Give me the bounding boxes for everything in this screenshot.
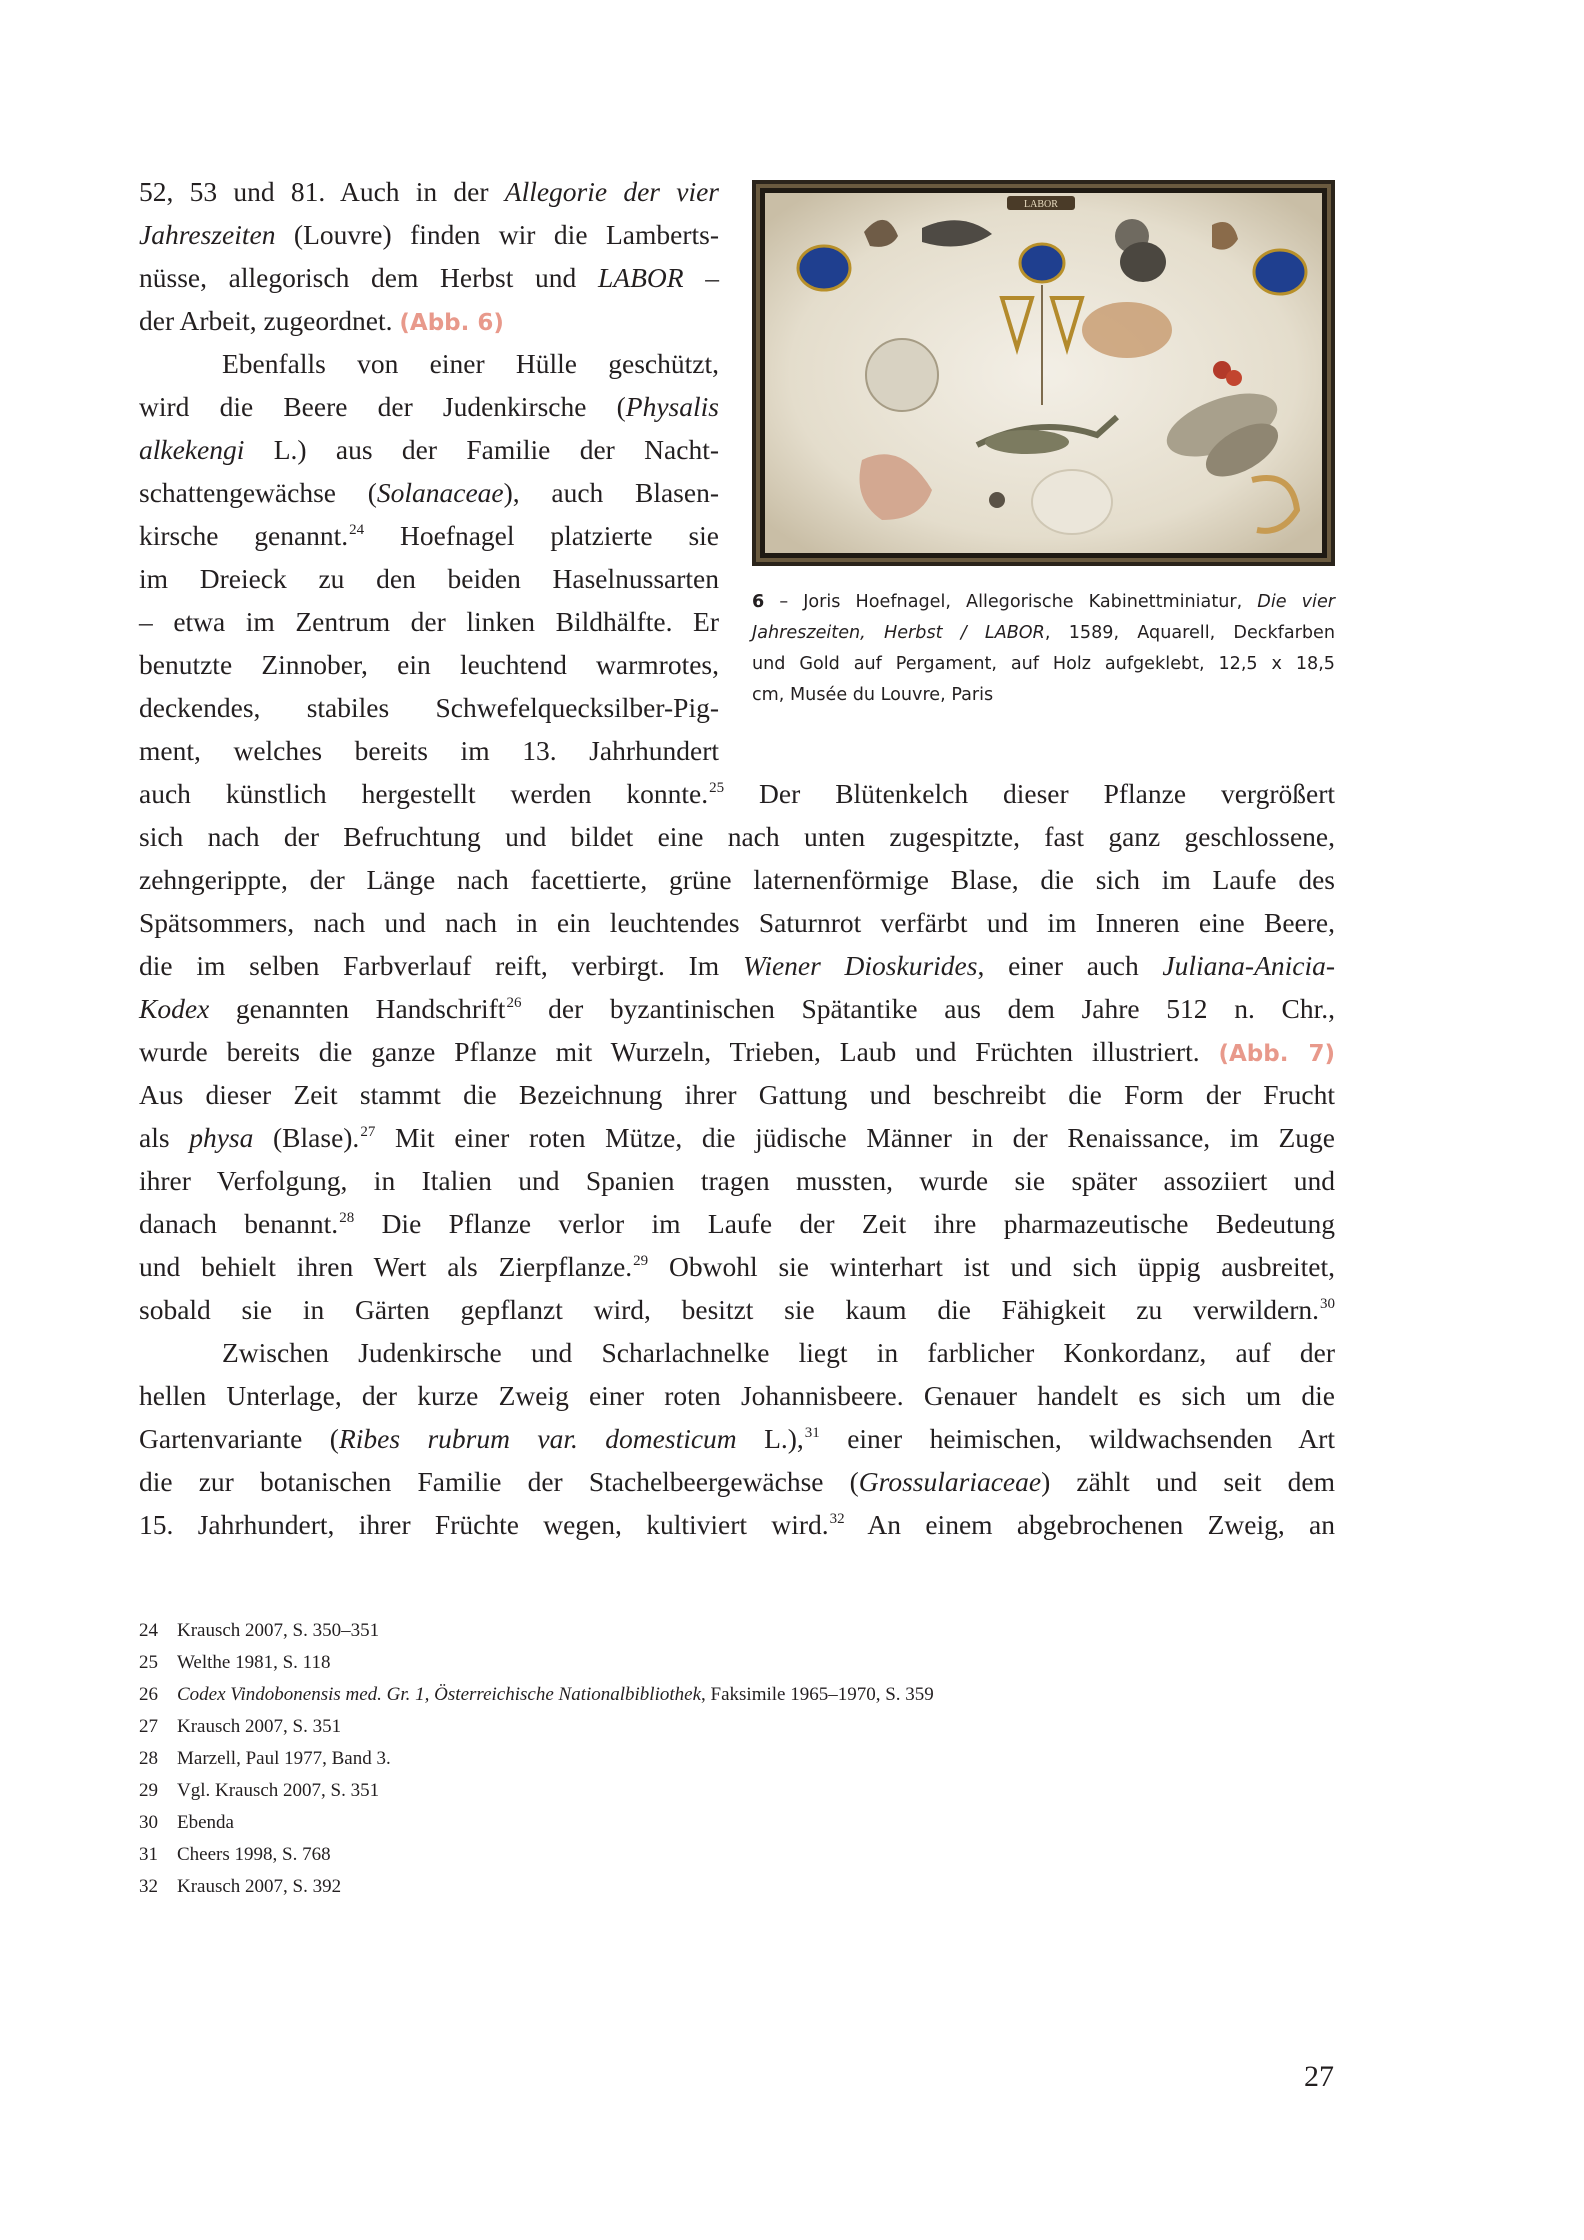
footnote: 30 Ebenda: [139, 1812, 234, 1833]
text-line: ihrer Verfolgung, in Italien und Spanien tragen mussten, wurde sie später assoziiert und: [139, 1165, 1335, 1196]
text-line: – etwa im Zentrum der linken Bildhälfte. Er: [139, 606, 719, 637]
text-line: sobald sie in Gärten gepflanzt wird, besitzt sie kaum die Fähigkeit zu verwildern.$^{30}$: [139, 1294, 1335, 1325]
text-line: Zwischen Judenkirsche und Scharlachnelke liegt in farblicher Konkordanz, auf der: [222, 1337, 1335, 1368]
footnote: 31 Cheers 1998, S. 768: [139, 1844, 331, 1865]
footnote: 25 Welthe 1981, S. 118: [139, 1652, 331, 1673]
caption-line: 6 – Joris Hoefnagel, Allegorische Kabinettminiatur, Die vier: [752, 592, 1336, 612]
text-line: Gartenvariante (Ribes rubrum var. domesticum L.),$^{31}$ einer heimischen, wildwachsenden Art: [139, 1423, 1335, 1454]
text-line: benutzte Zinnober, ein leuchtend warmrotes,: [139, 649, 719, 680]
text-line: der Arbeit, zugeordnet. (Abb. 6): [139, 305, 504, 336]
footnote-marker[interactable]: 31: [804, 1425, 820, 1441]
text-line: ment, welches bereits im 13. Jahrhundert: [139, 735, 719, 766]
text-line: Aus dieser Zeit stammt die Bezeichnung ihrer Gattung und beschreibt die Form der Frucht: [139, 1079, 1335, 1110]
text-line: die zur botanischen Familie der Stachelbeergewächse (Grossulariaceae) zählt und seit dem: [139, 1466, 1336, 1497]
text-line: Kodex genannten Handschrift$^{26}$ der byzantinischen Spätantike aus dem Jahre 512 n. Chr.,: [139, 993, 1335, 1024]
text-line: zehngerippte, der Länge nach facettierte, grüne laternenförmige Blase, die sich im Laufe des: [139, 864, 1335, 895]
footnote: 29 Vgl. Krausch 2007, S. 351: [139, 1780, 380, 1801]
footnote-marker[interactable]: 26: [506, 995, 522, 1011]
footnote-marker[interactable]: 24: [349, 522, 365, 538]
text-line: kirsche genannt.$^{24}$ Hoefnagel platzierte sie: [139, 520, 719, 551]
hoefnagel-miniature-image: [752, 180, 1335, 566]
caption-line: Jahreszeiten, Herbst / LABOR, 1589, Aquarell, Deckfarben: [752, 623, 1335, 643]
footnote-marker[interactable]: 28: [339, 1210, 355, 1226]
footnote-marker[interactable]: 29: [633, 1253, 649, 1269]
figure-reference-link[interactable]: (Abb. 7): [1218, 1041, 1336, 1067]
footnote-marker[interactable]: 32: [829, 1511, 845, 1527]
text-line: im Dreieck zu den beiden Haselnussarten: [139, 563, 719, 594]
footnote: 24 Krausch 2007, S. 350–351: [139, 1620, 380, 1641]
text-line: sich nach der Befruchtung und bildet eine nach unten zugespitzte, fast ganz geschlossene,: [139, 821, 1335, 852]
footnote: 26 Codex Vindobonensis med. Gr. 1, Österreichische Nationalbibliothek, Faksimile 1965–1970, S. 359: [139, 1684, 934, 1705]
cartouche-label: LABOR: [1024, 199, 1058, 210]
text-line: hellen Unterlage, der kurze Zweig einer roten Johannisbeere. Genauer handelt es sich um die: [139, 1380, 1335, 1411]
text-line: Jahreszeiten (Louvre) finden wir die Lamberts-: [139, 219, 719, 250]
text-line: schattengewächse (Solanaceae), auch Blasen-: [139, 477, 719, 508]
figure-reference-link[interactable]: (Abb. 6): [399, 310, 504, 336]
text-line: danach benannt.$^{28}$ Die Pflanze verlor im Laufe der Zeit ihre pharmazeutische Bedeutung: [139, 1208, 1336, 1239]
text-line: wurde bereits die ganze Pflanze mit Wurzeln, Trieben, Laub und Früchten illustriert. (Abb. 7): [139, 1036, 1336, 1067]
footnote-marker[interactable]: 27: [360, 1124, 376, 1140]
text-line: und behielt ihren Wert als Zierpflanze.$^{29}$ Obwohl sie winterhart ist und sich üppig ausbreitet,: [139, 1251, 1335, 1282]
text-line: 52, 53 und 81. Auch in der Allegorie der vier: [139, 176, 719, 207]
text-line: die im selben Farbverlauf reift, verbirgt. Im Wiener Dioskurides, einer auch Juliana-Anicia-: [139, 950, 1336, 981]
caption-line: und Gold auf Pergament, auf Holz aufgeklebt, 12,5 x 18,5: [752, 654, 1335, 674]
text-line: Ebenfalls von einer Hülle geschützt,: [222, 348, 719, 379]
text-line: alkekengi L.) aus der Familie der Nacht-: [139, 434, 719, 465]
text-line: nüsse, allegorisch dem Herbst und LABOR –: [139, 262, 720, 293]
footnote: 27 Krausch 2007, S. 351: [139, 1716, 342, 1737]
footnote: 28 Marzell, Paul 1977, Band 3.: [139, 1748, 391, 1769]
footnote-marker[interactable]: 30: [1320, 1296, 1335, 1312]
page-number: 27: [1304, 2060, 1334, 2093]
footnote: 32 Krausch 2007, S. 392: [139, 1876, 342, 1897]
text-line: wird die Beere der Judenkirsche (Physalis: [139, 391, 719, 422]
footnote-marker[interactable]: 25: [709, 780, 725, 796]
caption-line: cm, Musée du Louvre, Paris: [752, 685, 994, 705]
text-line: als physa (Blase).$^{27}$ Mit einer roten Mütze, die jüdische Männer in der Renaissance, im Zuge: [139, 1122, 1335, 1153]
text-line: auch künstlich hergestellt werden konnte.$^{25}$ Der Blütenkelch dieser Pflanze vergrößert: [139, 778, 1335, 809]
text-line: Spätsommers, nach und nach in ein leuchtendes Saturnrot verfärbt und im Inneren eine Beere,: [139, 907, 1335, 938]
text-line: 15. Jahrhundert, ihrer Früchte wegen, kultiviert wird.$^{32}$ An einem abgebrochenen Zweig, an: [139, 1509, 1336, 1540]
text-line: deckendes, stabiles Schwefelquecksilber-Pig-: [139, 692, 719, 723]
